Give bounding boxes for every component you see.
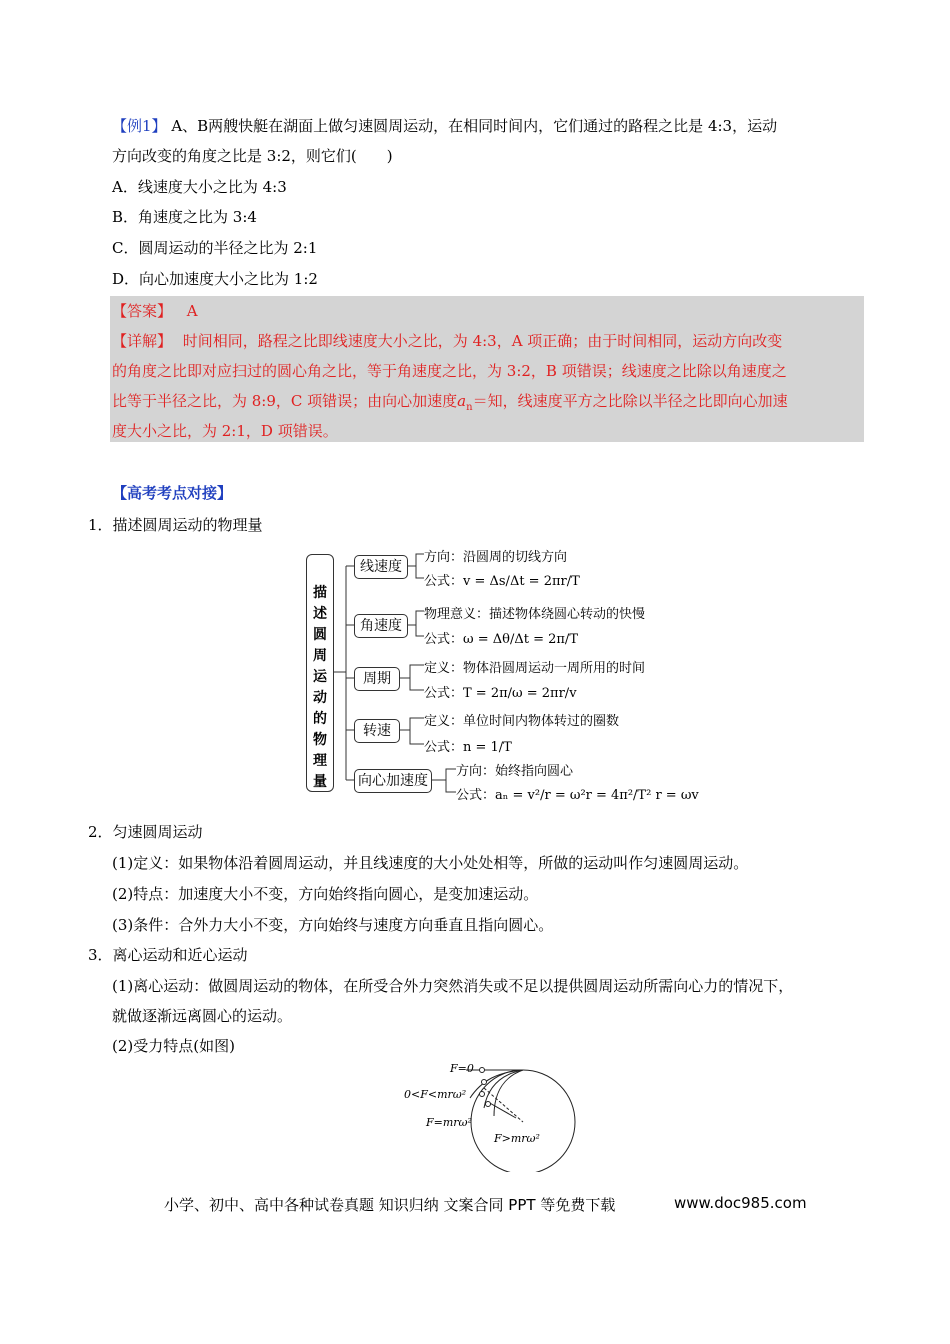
example-question-line1	[112, 111, 864, 141]
item3-line3: (2)受力特点(如图)	[112, 1037, 235, 1055]
example-tag: 【例1】	[112, 117, 167, 135]
answer-value: A	[186, 302, 198, 320]
detail-text3a: 比等于半径之比，为 8:9，C 项错误；由向心加速度	[112, 392, 458, 410]
answer-row	[112, 296, 198, 326]
node-angular-velocity: 角速度	[354, 614, 408, 638]
node-angular-velocity-line2: 公式：ω = Δθ/Δt = 2π/T	[424, 632, 578, 647]
node-centripetal-acceleration: 向心加速度	[354, 769, 432, 793]
item3-title: 3．离心运动和近心运动	[88, 946, 248, 964]
node-centripetal-acceleration-line1: 方向：始终指向圆心	[456, 764, 574, 779]
label-f-less: 0<F<mrω²	[404, 1088, 467, 1101]
item1-title: 1．描述圆周运动的物理量	[88, 516, 263, 534]
label-f-zero: F=0	[450, 1062, 474, 1075]
footer-text: 小学、初中、高中各种试卷真题 知识归纳 文案合同 PPT 等免费下载	[164, 1196, 616, 1214]
item3-line2: 就做逐渐远离圆心的运动。	[112, 1007, 293, 1025]
centrifugal-figure-svg	[398, 1060, 578, 1172]
option-c: C．圆周运动的半径之比为 2:1	[112, 239, 318, 257]
item2-line2: (2)特点：加速度大小不变，方向始终指向圆心，是变加速运动。	[112, 885, 539, 903]
item2-line3: (3)条件：合外力大小不变，方向始终与速度方向垂直且指向圆心。	[112, 916, 554, 934]
node-period-line2: 公式：T = 2π/ω = 2πr/v	[424, 686, 577, 701]
section-heading: 【高考考点对接】	[112, 484, 233, 502]
footer	[164, 1194, 807, 1215]
node-rotation-speed-line2: 公式：n = 1/T	[424, 740, 512, 755]
detail-line1	[112, 326, 782, 356]
label-f-greater: F>mrω²	[494, 1132, 540, 1145]
option-d: D．向心加速度大小之比为 1:2	[112, 270, 318, 288]
node-linear-velocity-line2: 公式：v = Δs/Δt = 2πr/T	[424, 574, 580, 589]
example-question-line2: 方向改变的角度之比是 3:2，则它们( )	[112, 147, 393, 165]
node-period: 周期	[354, 667, 400, 691]
node-rotation-speed-line1: 定义：单位时间内物体转过的圈数	[424, 714, 620, 729]
answer-tag: 【答案】	[112, 302, 173, 320]
answer-box	[110, 296, 864, 442]
centrifugal-figure	[398, 1060, 578, 1172]
item3-line1: (1)离心运动：做圆周运动的物体，在所受合外力突然消失或不足以提供圆周运动所需向心力的情况下，	[112, 977, 794, 995]
node-rotation-speed: 转速	[354, 719, 400, 743]
item2-line1: (1)定义：如果物体沿着圆周运动，并且线速度的大小处处相等，所做的运动叫作匀速圆周运动。	[112, 854, 749, 872]
detail-text3c: n	[466, 402, 473, 413]
option-b: B．角速度之比为 3:4	[112, 208, 257, 226]
example-question-text1: A、B两艘快艇在湖面上做匀速圆周运动，在相同时间内，它们通过的路程之比是 4:3，运动	[171, 117, 778, 135]
detail-line2: 的角度之比即对应扫过的圆心角之比，等于角速度之比，为 3:2，B 项错误；线速度之比除以角速度之	[112, 362, 787, 380]
detail-text1: 时间相同，路程之比即线速度大小之比，为 4:3，A 项正确；由于时间相同，运动方向改变	[182, 332, 783, 350]
label-f-equal: F=mrω²	[426, 1116, 472, 1129]
diagram-root-label: 描述圆周运动的物理量	[313, 585, 327, 790]
detail-line4: 度大小之比，为 2:1，D 项错误。	[112, 422, 338, 440]
detail-text3b: a	[457, 392, 467, 410]
item2-title: 2．匀速圆周运动	[88, 823, 203, 841]
diagram-root-box	[306, 554, 334, 792]
concept-diagram	[306, 548, 699, 803]
node-period-line1: 定义：物体沿圆周运动一周所用的时间	[424, 661, 646, 676]
footer-site-link[interactable]: www.doc985.com	[674, 1194, 807, 1212]
node-angular-velocity-line1: 物理意义：描述物体绕圆心转动的快慢	[424, 607, 646, 622]
detail-text3d: ＝知，线速度平方之比除以半径之比即向心加速	[472, 392, 788, 410]
node-centripetal-acceleration-line2: 公式：aₙ = v²/r = ω²r = 4π²/T² r = ωv	[456, 788, 699, 803]
node-linear-velocity: 线速度	[354, 555, 408, 579]
option-a: A．线速度大小之比为 4:3	[112, 178, 287, 196]
detail-tag: 【详解】	[112, 332, 173, 350]
node-linear-velocity-line1: 方向：沿圆周的切线方向	[424, 550, 568, 565]
